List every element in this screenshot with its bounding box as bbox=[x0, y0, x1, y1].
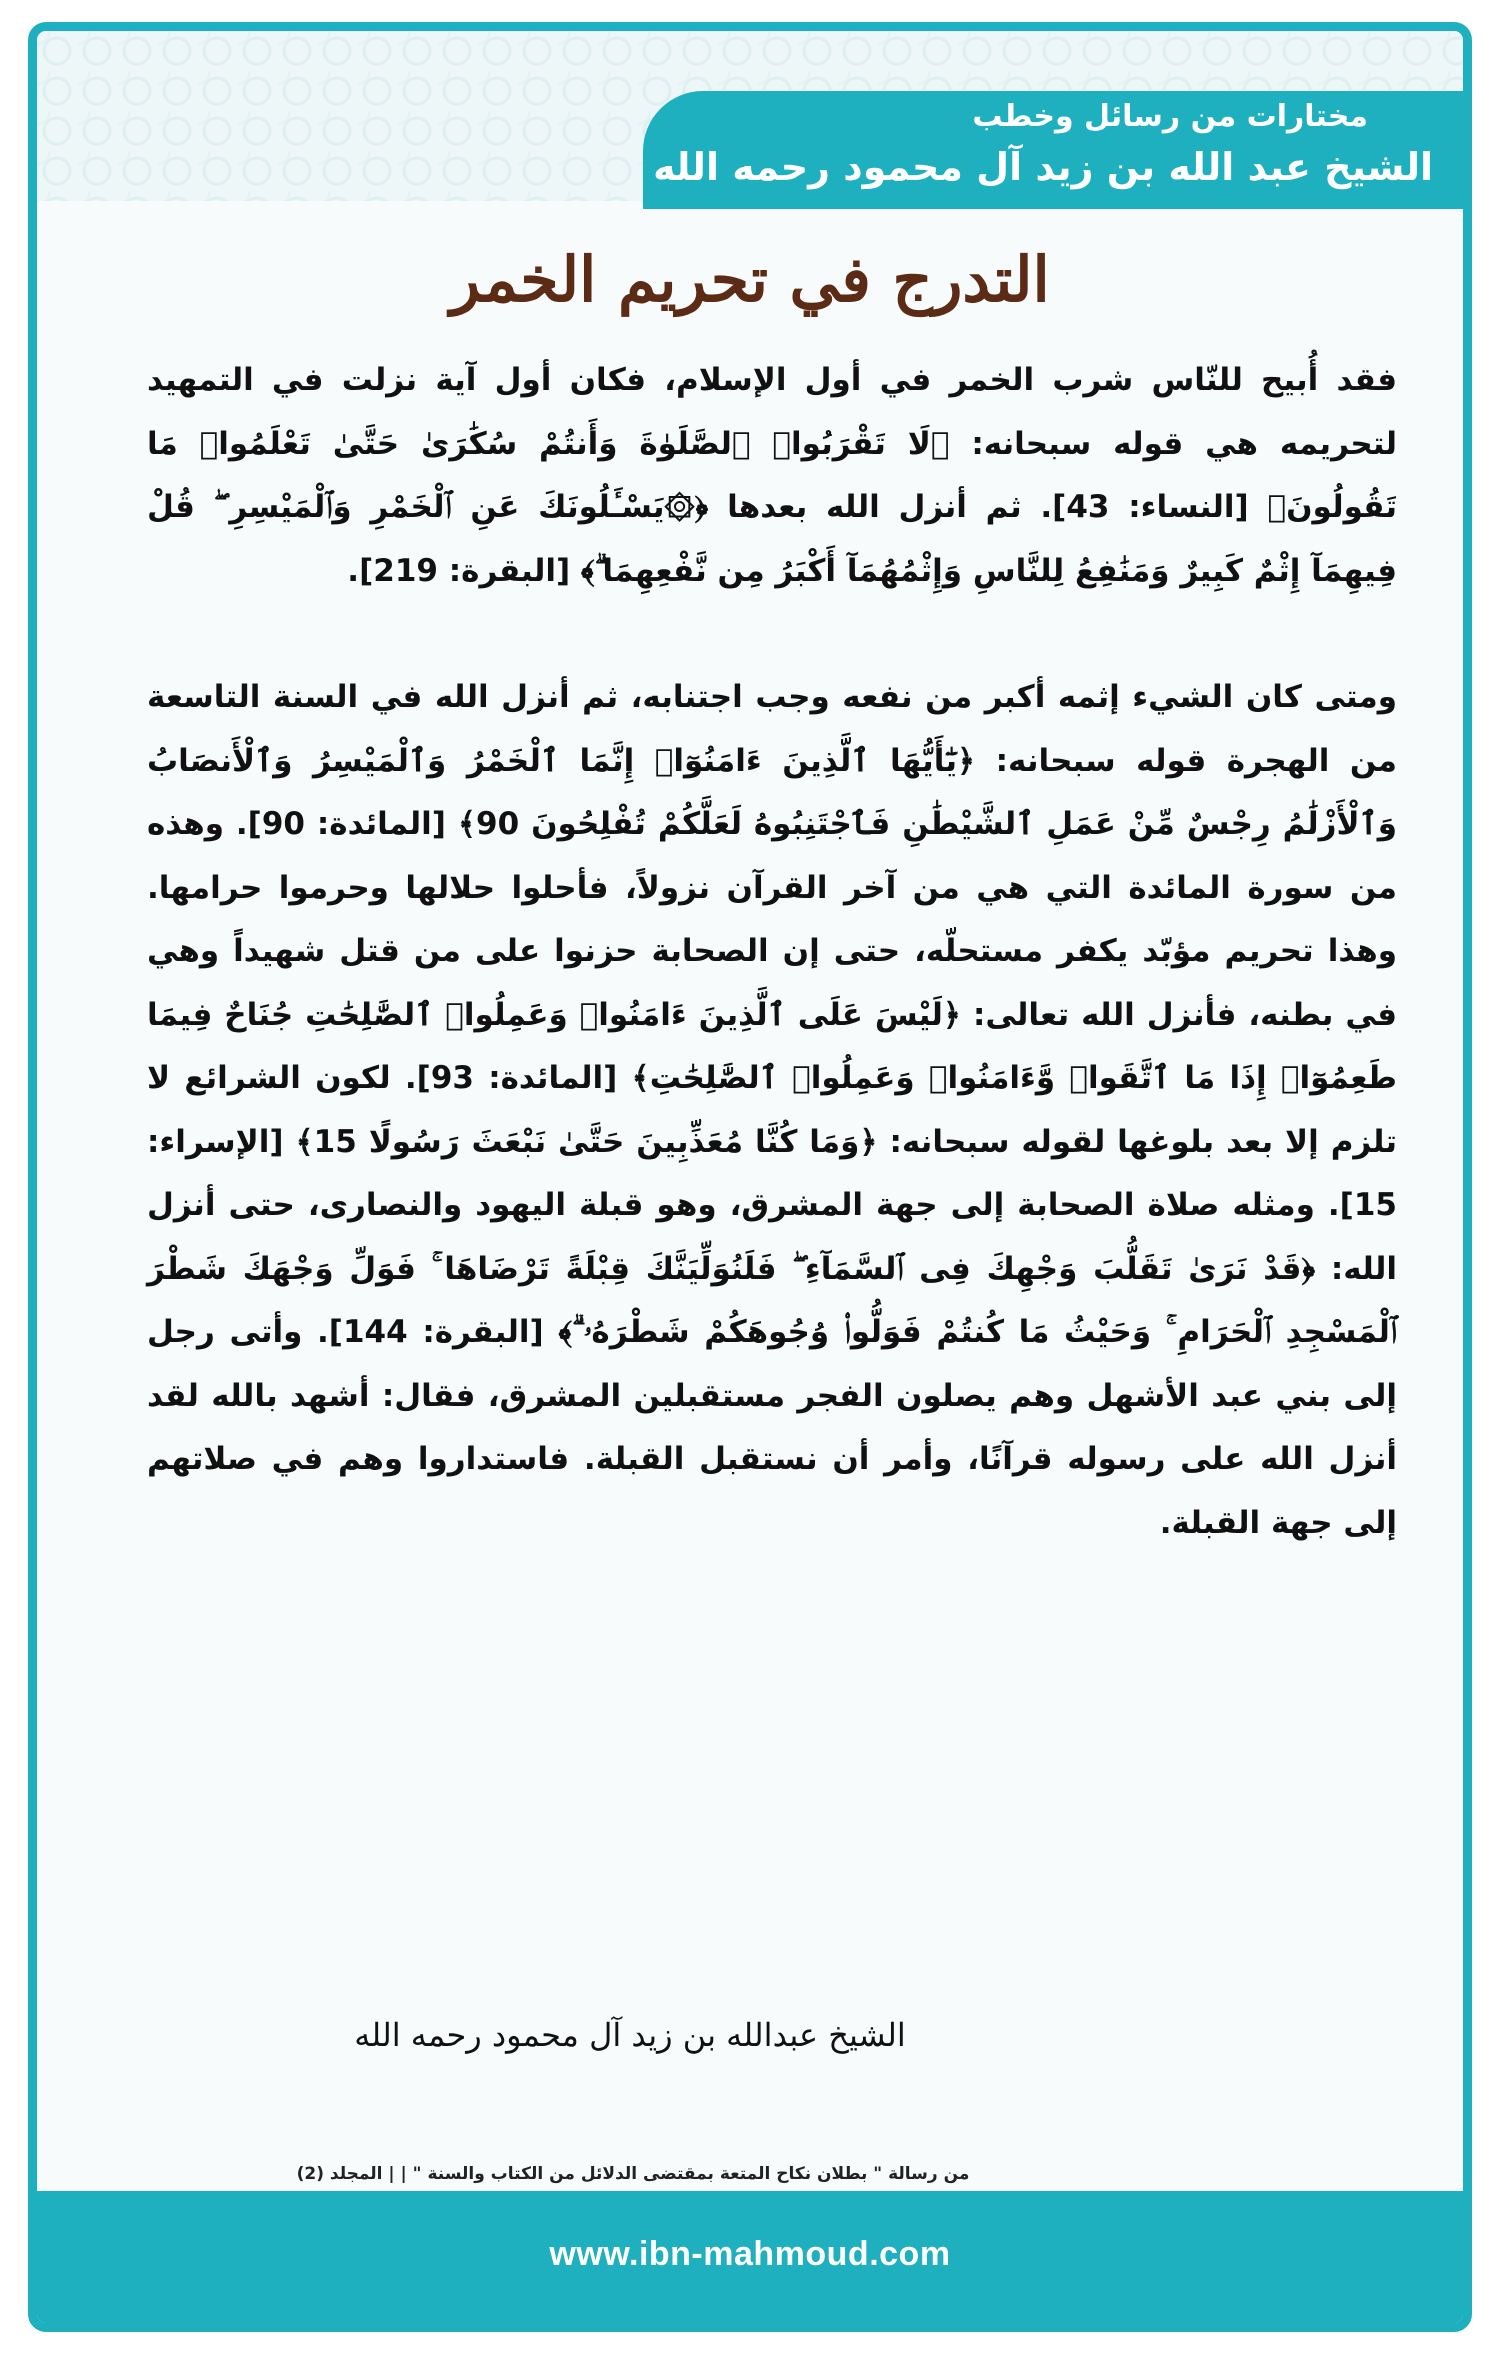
page-frame bbox=[28, 22, 1472, 2332]
paragraph-1: فقد أُبيح للنّاس شرب الخمر في أول الإسلام، فكان أول آية نزلت في التمهيد لتحريمه هي قوله سبحانه: ﴿لَا تَقْرَبُوا۟ ٱلصَّلَوٰةَ وَأَنتُمْ سُكَٰرَىٰ حَتَّىٰ تَعْلَمُوا۟ مَا تَقُولُونَ﴾ [النساء: 43]. ثم أنزل الله بعدها ﴿۞يَسْـَٔلُونَكَ عَنِ ٱلْخَمْرِ وَٱلْمَيْسِرِ ۖ قُلْ فِيهِمَآ إِثْمٌ كَبِيرٌ وَمَنَٰفِعُ لِلنَّاسِ وَإِثْمُهُمَآ أَكْبَرُ مِن نَّفْعِهِمَا ۗ﴾ [البقرة: 219]. bbox=[147, 362, 1397, 589]
article-body bbox=[147, 349, 1397, 1618]
author-signature: الشيخ عبدالله بن زيد آل محمود رحمه الله bbox=[354, 2016, 906, 2054]
source-note: من رسالة " بطلان نكاح المتعة بمقتضى الدلائل من الكتاب والسنة " | | المجلد (2) bbox=[296, 2164, 970, 2184]
header-author: الشيخ عبد الله بن زيد آل محمود رحمه الله bbox=[653, 145, 1433, 189]
header-subtitle: مختارات من رسائل وخطب bbox=[972, 99, 1368, 134]
footer-banner bbox=[37, 2191, 1463, 2323]
paragraph-2: ومتى كان الشيء إثمه أكبر من نفعه وجب اجتنابه، ثم أنزل الله في السنة التاسعة من الهجرة قوله سبحانه: ﴿يَٰٓأَيُّهَا ٱلَّذِينَ ءَامَنُوٓا۟ إِنَّمَا ٱلْخَمْرُ وَٱلْمَيْسِرُ وَٱلْأَنصَابُ وَٱلْأَزْلَٰمُ رِجْسٌ مِّنْ عَمَلِ ٱلشَّيْطَٰنِ فَٱجْتَنِبُوهُ لَعَلَّكُمْ تُفْلِحُونَ 90﴾ [المائدة: 90]. وهذه من سورة المائدة التي هي من آخر القرآن نزولاً، فأحلوا حلالها وحرموا حرامها. وهذا تحريم مؤبّد يكفر مستحلّه، حتى إن الصحابة حزنوا على من قتل شهيداً وهي في بطنه، فأنزل الله تعالى: ﴿لَيْسَ عَلَى ٱلَّذِينَ ءَامَنُوا۟ وَعَمِلُوا۟ ٱلصَّٰلِحَٰتِ جُنَاحٌ فِيمَا طَعِمُوٓا۟ إِذَا مَا ٱتَّقَوا۟ وَّءَامَنُوا۟ وَعَمِلُوا۟ ٱلصَّٰلِحَٰتِ﴾ [المائدة: 93]. لكون الشرائع لا تلزم إلا بعد بلوغها لقوله سبحانه: ﴿وَمَا كُنَّا مُعَذِّبِينَ حَتَّىٰ نَبْعَثَ رَسُولًا 15﴾ [الإسراء: 15]. ومثله صلاة الصحابة إلى جهة المشرق، وهو قبلة اليهود والنصارى، حتى أنزل الله: ﴿قَدْ نَرَىٰ تَقَلُّبَ وَجْهِكَ فِى ٱلسَّمَآءِ ۖ فَلَنُوَلِّيَنَّكَ قِبْلَةً تَرْضَاهَا ۚ فَوَلِّ وَجْهَكَ شَطْرَ ٱلْمَسْجِدِ ٱلْحَرَامِ ۚ وَحَيْثُ مَا كُنتُمْ فَوَلُّوا۟ وُجُوهَكُمْ شَطْرَهُۥ ۗ﴾ [البقرة: 144]. وأتى رجل إلى بني عبد الأشهل وهم يصلون الفجر مستقبلين المشرق، فقال: أشهد بالله لقد أنزل الله على رسوله قرآنًا، وأمر أن نستقبل القبلة. فاستداروا وهم في صلاتهم إلى جهة القبلة. bbox=[147, 679, 1398, 1541]
website-link[interactable]: www.ibn-mahmoud.com bbox=[549, 2235, 951, 2273]
header-banner bbox=[643, 91, 1463, 209]
page-title: التدرج في تحريم الخمر bbox=[450, 243, 1050, 316]
